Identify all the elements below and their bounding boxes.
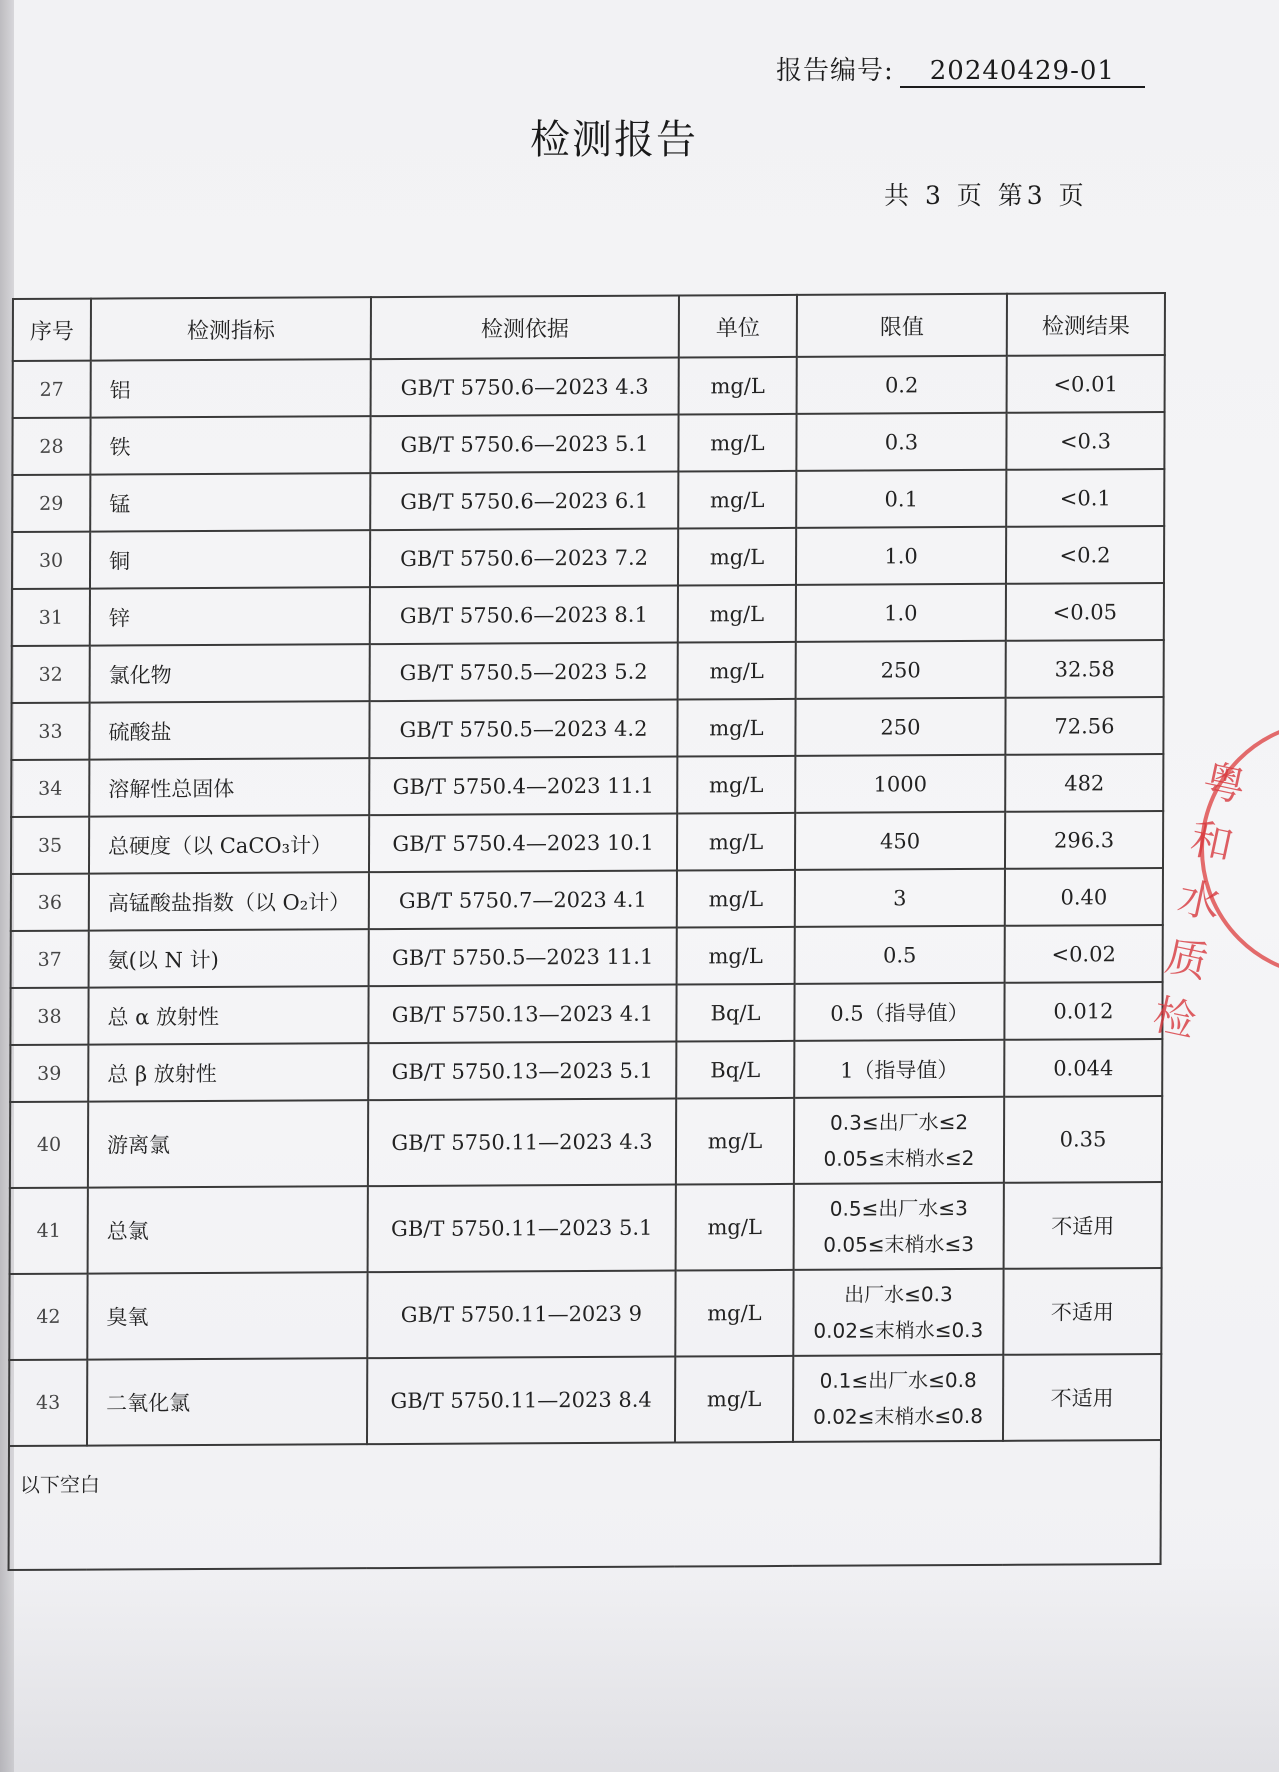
cell-limit <box>793 1355 1003 1442</box>
cell-result: <0.05 <box>1006 583 1164 641</box>
cell-method: GB/T 5750.13—2023 5.1 <box>368 1042 676 1101</box>
cell-result: <0.02 <box>1005 925 1163 983</box>
limit-tap-water: 0.05≤末梢水≤2 <box>823 1145 975 1171</box>
cell-item: 高锰酸盐指数（以 O₂计） <box>89 872 369 930</box>
limit-tap-water: 0.05≤末梢水≤3 <box>823 1231 975 1257</box>
header-no: 序号 <box>13 299 91 361</box>
cell-result: <0.3 <box>1006 412 1164 470</box>
table-row <box>9 1268 1161 1360</box>
cell-no: 35 <box>11 817 89 874</box>
cell-item: 溶解性总固体 <box>89 758 369 816</box>
cell-unit: mg/L <box>679 357 797 415</box>
cell-unit: mg/L <box>675 1270 793 1357</box>
cell-item: 总硬度（以 CaCO₃计） <box>89 815 369 873</box>
cell-limit: 0.5 <box>795 926 1005 984</box>
cell-method: GB/T 5750.6—2023 4.3 <box>371 358 679 417</box>
header-limit: 限值 <box>797 294 1007 357</box>
cell-item: 总 α 放射性 <box>88 986 368 1044</box>
cell-no: 28 <box>12 418 90 475</box>
table-row <box>9 1354 1161 1446</box>
cell-no: 33 <box>11 703 89 760</box>
cell-method: GB/T 5750.6—2023 8.1 <box>370 586 678 645</box>
cell-result: 不适用 <box>1003 1268 1161 1355</box>
cell-result: <0.1 <box>1006 469 1164 527</box>
cell-result: 0.40 <box>1005 868 1163 926</box>
cell-result: 482 <box>1005 754 1163 812</box>
cell-unit: mg/L <box>676 1184 794 1271</box>
table-row <box>12 469 1164 532</box>
limit-factory-water: 0.5≤出厂水≤3 <box>829 1196 968 1221</box>
table-row <box>11 811 1163 874</box>
cell-unit: Bq/L <box>676 1041 794 1099</box>
cell-method: GB/T 5750.5—2023 5.2 <box>370 643 678 702</box>
cell-unit: mg/L <box>677 699 795 757</box>
table-row <box>10 1096 1162 1188</box>
cell-result: 72.56 <box>1005 697 1163 755</box>
cell-unit: mg/L <box>677 756 795 814</box>
table-row <box>13 355 1165 418</box>
cell-no: 31 <box>12 589 90 646</box>
cell-no: 34 <box>11 760 89 817</box>
cell-method: GB/T 5750.4—2023 10.1 <box>369 814 677 873</box>
limit-tap-water: 0.02≤末梢水≤0.3 <box>813 1317 984 1343</box>
cell-no: 37 <box>11 931 89 988</box>
cell-no: 36 <box>11 874 89 931</box>
table-row <box>11 697 1163 760</box>
limit-factory-water: 0.3≤出厂水≤2 <box>830 1109 969 1135</box>
cell-limit <box>794 1097 1004 1184</box>
cell-limit: 1.0 <box>796 527 1006 585</box>
paper-shadow <box>0 1560 1279 1772</box>
cell-method: GB/T 5750.6—2023 6.1 <box>370 472 678 531</box>
header-method: 检测依据 <box>371 296 679 360</box>
cell-item: 总氯 <box>88 1186 368 1273</box>
results-table <box>8 292 1166 1571</box>
header-result: 检测结果 <box>1007 293 1165 356</box>
table-row <box>11 868 1163 931</box>
cell-item: 铝 <box>91 359 371 417</box>
cell-no: 42 <box>9 1274 87 1360</box>
limit-factory-water: 出厂水≤0.3 <box>844 1282 953 1307</box>
cell-result: <0.01 <box>1007 355 1165 413</box>
cell-item: 铜 <box>90 530 370 588</box>
cell-unit: mg/L <box>677 927 795 985</box>
cell-item: 锰 <box>90 473 370 531</box>
report-number-value: 20240429-01 <box>900 56 1145 88</box>
limit-tap-water: 0.02≤末梢水≤0.8 <box>813 1403 984 1429</box>
cell-limit: 0.5（指导值） <box>794 983 1004 1041</box>
cell-unit: mg/L <box>675 1356 793 1443</box>
cell-result: <0.2 <box>1006 526 1164 584</box>
cell-no: 29 <box>12 475 90 532</box>
cell-limit: 3 <box>795 869 1005 927</box>
cell-result: 32.58 <box>1006 640 1164 698</box>
cell-method: GB/T 5750.11—2023 8.4 <box>367 1357 675 1445</box>
cell-unit: mg/L <box>678 528 796 586</box>
red-seal-text: 粤和水质检 <box>1148 754 1251 1047</box>
cell-limit: 1000 <box>795 755 1005 813</box>
cell-item: 二氧化氯 <box>87 1358 367 1445</box>
cell-unit: mg/L <box>678 642 796 700</box>
cell-no: 32 <box>12 646 90 703</box>
cell-unit: mg/L <box>677 813 795 871</box>
table-row <box>10 982 1162 1045</box>
cell-no: 27 <box>13 361 91 418</box>
cell-limit: 1（指导值） <box>794 1040 1004 1098</box>
cell-no: 39 <box>10 1045 88 1102</box>
blank-note: 以下空白 <box>9 1440 1161 1570</box>
cell-limit: 250 <box>796 641 1006 699</box>
cell-result: 296.3 <box>1005 811 1163 869</box>
cell-unit: mg/L <box>676 1098 794 1185</box>
cell-limit: 0.2 <box>797 356 1007 414</box>
cell-limit: 250 <box>795 698 1005 756</box>
cell-item: 氨(以 N 计) <box>89 929 369 987</box>
table-header-row <box>13 293 1165 361</box>
cell-result: 不适用 <box>1003 1354 1161 1441</box>
cell-item: 硫酸盐 <box>89 701 369 759</box>
header-item: 检测指标 <box>91 297 371 360</box>
cell-limit <box>794 1183 1004 1270</box>
report-number-label: 报告编号: <box>776 56 894 86</box>
table-row <box>12 526 1164 589</box>
cell-item: 游离氯 <box>88 1100 368 1187</box>
cell-method: GB/T 5750.6—2023 7.2 <box>370 529 678 588</box>
cell-item: 总 β 放射性 <box>88 1043 368 1101</box>
cell-item: 氯化物 <box>90 644 370 702</box>
cell-unit: mg/L <box>678 414 796 472</box>
table-row <box>11 754 1163 817</box>
cell-item: 铁 <box>90 416 370 474</box>
cell-item: 锌 <box>90 587 370 645</box>
cell-no: 38 <box>10 988 88 1045</box>
table-row <box>12 640 1164 703</box>
header-unit: 单位 <box>679 295 797 358</box>
cell-method: GB/T 5750.13—2023 4.1 <box>368 985 676 1044</box>
limit-factory-water: 0.1≤出厂水≤0.8 <box>819 1367 977 1393</box>
cell-result: 不适用 <box>1004 1182 1162 1269</box>
cell-method: GB/T 5750.6—2023 5.1 <box>370 415 678 474</box>
cell-unit: mg/L <box>677 870 795 928</box>
table-row <box>12 583 1164 646</box>
cell-unit: mg/L <box>678 471 796 529</box>
cell-result: 0.35 <box>1004 1096 1162 1183</box>
cell-method: GB/T 5750.5—2023 11.1 <box>369 928 677 987</box>
table-row <box>12 412 1164 475</box>
cell-item: 臭氧 <box>87 1272 367 1359</box>
table-row <box>10 1039 1162 1102</box>
cell-unit: mg/L <box>678 585 796 643</box>
results-table-wrapper <box>8 292 1164 1571</box>
cell-no: 43 <box>9 1360 87 1446</box>
cell-method: GB/T 5750.11—2023 5.1 <box>368 1185 676 1273</box>
cell-method: GB/T 5750.11—2023 9 <box>367 1271 675 1359</box>
table-row <box>11 925 1163 988</box>
cell-limit: 0.3 <box>796 413 1006 471</box>
cell-unit: Bq/L <box>676 984 794 1042</box>
cell-limit <box>793 1269 1003 1356</box>
cell-limit: 1.0 <box>796 584 1006 642</box>
report-number <box>776 50 1145 88</box>
cell-result: 0.044 <box>1004 1039 1162 1097</box>
cell-limit: 0.1 <box>796 470 1006 528</box>
table-body <box>9 355 1165 1570</box>
cell-method: GB/T 5750.11—2023 4.3 <box>368 1099 676 1187</box>
cell-no: 40 <box>10 1102 88 1188</box>
cell-no: 30 <box>12 532 90 589</box>
cell-limit: 450 <box>795 812 1005 870</box>
page-title: 检测报告 <box>530 117 698 163</box>
cell-method: GB/T 5750.5—2023 4.2 <box>369 700 677 759</box>
page-indicator: 共 3 页 第3 页 <box>884 181 1088 210</box>
blank-note-row <box>9 1440 1161 1570</box>
cell-method: GB/T 5750.7—2023 4.1 <box>369 871 677 930</box>
cell-result: 0.012 <box>1004 982 1162 1040</box>
cell-method: GB/T 5750.4—2023 11.1 <box>369 757 677 816</box>
cell-no: 41 <box>10 1188 88 1274</box>
table-row <box>10 1182 1162 1274</box>
